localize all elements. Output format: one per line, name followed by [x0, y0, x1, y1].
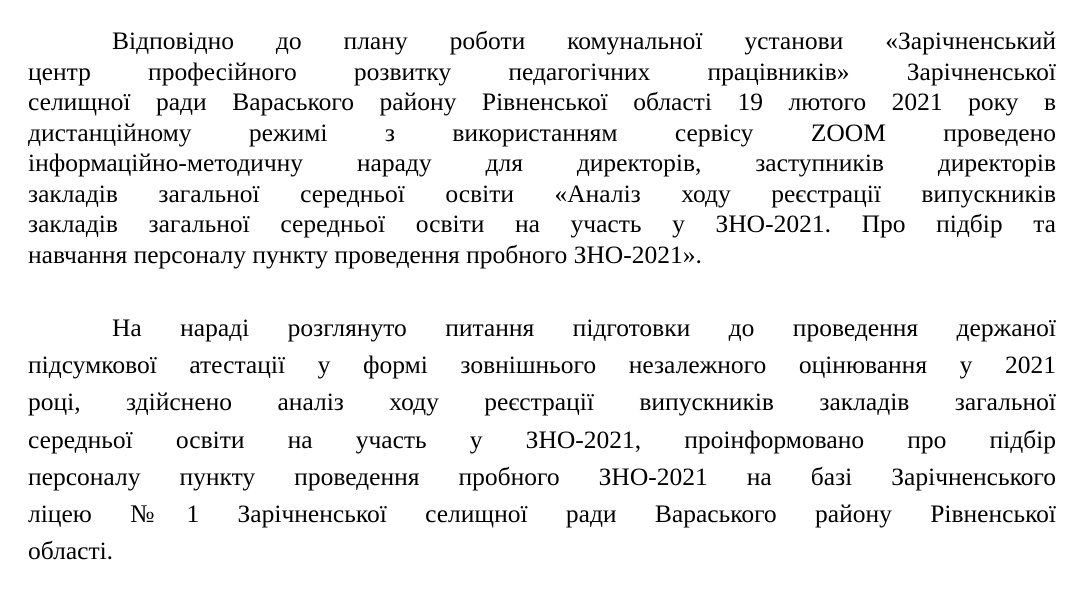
text-line: закладів загальної середньої освіти «Аналіз ходу реєстрації випускників	[28, 178, 1056, 208]
text-line: навчання персоналу пункту проведення пробного ЗНО-2021».	[28, 239, 702, 269]
text-line: Відповідно до плану роботи комунальної установи «Зарічненський	[112, 26, 1056, 55]
text-line: закладів загальної середньої освіти на участь у ЗНО-2021. Про підбір та	[28, 209, 1056, 238]
text-line: центр професійного розвитку педагогічних працівників» Зарічненської	[28, 56, 1056, 86]
text-line: інформаційно-методичну нараду для директорів, заступників директорів	[28, 148, 1056, 177]
text-line: селищної ради Вараського району Рівненської області 19 лютого 2021 року в	[28, 87, 1056, 116]
text-line: персоналу пункту проведення пробного ЗНО-2021 на базі Зарічненського	[28, 461, 1056, 491]
text-line: році, здійснено аналіз ходу реєстрації випускників закладів загальної	[28, 387, 1056, 417]
text-line: дистанційному режимі з використанням сервісу ZOOM проведено	[28, 117, 1056, 147]
document-page	[28, 0, 1056, 597]
text-line: підсумкової атестації у формі зовнішнього незалежного оцінювання у 2021	[28, 350, 1056, 380]
text-line: ліцею №1 Зарічненської селищної ради Вараського району Рівненської	[28, 499, 1056, 529]
text-line: На нараді розглянуто питання підготовки до проведення держаної	[112, 313, 1056, 342]
paragraph-meeting-summary	[28, 309, 1056, 569]
paragraph-meeting-announcement	[28, 26, 1056, 270]
text-line: області.	[28, 536, 114, 566]
text-line: середньої освіти на участь у ЗНО-2021, проінформовано про підбір	[28, 424, 1056, 454]
